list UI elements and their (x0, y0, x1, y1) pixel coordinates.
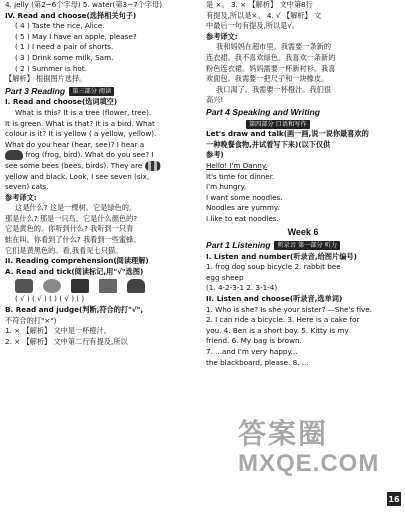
part-tag: 第四部分 口语和写作 (246, 120, 310, 129)
script-line: you. 4. Ben is a short boy. 5. Kitty is my (206, 325, 349, 335)
fruit-picture-icon (43, 279, 61, 293)
judge-line: 1. × 【解析】 文中是一杯橙汁。 (5, 326, 111, 336)
analysis-line: 【解析】 根据图片选择。 (5, 74, 87, 84)
passage-line: colour is it? It is yellow ( a yellow, yellow). (5, 129, 157, 139)
task-heading-cont: 参考) (206, 150, 224, 160)
script-line: 2. I can ride a bicycle. 3. Here is a cake for (206, 315, 360, 325)
option-line: ( 4 ) Taste the rice, Alice. (15, 21, 105, 31)
task-heading-cont: 一种晚餐食物,并试着写下来)(以下仅供 (206, 139, 331, 149)
script-line: 1. Who is she? Is she your sister? —She's five. (206, 304, 372, 314)
left-column (5, 0, 201, 347)
text-line: 4. jelly (第2~6个字母) 5. water(第3~7个字母) (5, 0, 163, 9)
right-column (206, 0, 400, 368)
section-heading: I. Read and choose(选词填空) (5, 97, 118, 107)
dialogue-line: It's time for dinner. (206, 171, 275, 181)
part1-header (206, 240, 400, 251)
passage-text: yellow and black. Look, I see seven (six, (5, 171, 150, 181)
passage-line-seven (5, 172, 201, 183)
watermark-url: MXQE.COM (238, 450, 380, 477)
part-tag: 听录音 第一部分 听力 (274, 241, 340, 250)
option-line: ( 3 ) Drink some milk, Sam. (15, 52, 114, 62)
part3-header (5, 86, 201, 97)
bag-picture-icon (127, 279, 145, 293)
picture-row (15, 279, 201, 293)
passage-line-bees (5, 161, 201, 172)
part-title: Part 3 Reading (5, 85, 66, 96)
bee-icon (145, 161, 161, 171)
tick-answers: ( √ ) ( √ ) ( ) ( √ ) ( ) (15, 294, 85, 304)
section-heading: I. Listen and number(听录音,给图片编号) (206, 251, 357, 261)
translation-line: 高兴! (206, 95, 224, 105)
passage-line: seven) cats. (5, 182, 49, 192)
script-line: friend. 6. My bag is brown. (206, 336, 302, 346)
ruler-picture-icon (99, 279, 117, 293)
option-line: ( 2 ) Summer is hot. (15, 63, 87, 73)
passage-line-frog (5, 150, 201, 161)
translation-line: 它是黄色的。你听到什么? 我听到一只青 (5, 224, 134, 234)
subsection-heading-cont: 不符合的打"×") (5, 315, 57, 325)
part-tag: 第三部分 阅读 (69, 87, 114, 96)
translation-line: 蛙在叫。你看到了什么? 我看到一些蜜蜂。 (5, 235, 141, 245)
answer-line: 中最后一句有提及,所以是√。 (206, 21, 300, 31)
grapes-picture-icon (71, 279, 89, 293)
option-line: ( 5 ) May I have an apple, please? (15, 31, 137, 41)
part4-header (206, 107, 400, 118)
subsection-heading: A. Read and tick(阅读标记,用"√"选图) (5, 266, 144, 276)
option-line: ( 1 ) I need a pair of shorts. (15, 42, 114, 52)
word-line: egg sheep (206, 272, 244, 282)
reference-label: 参考译文: (206, 31, 238, 41)
week-title: Week 6 (287, 227, 319, 238)
answer-line: 有提及,所以是×。 4. √ 【解析】 文 (206, 10, 322, 20)
dialogue-line: I like to eat noodles. (206, 213, 279, 223)
translation-line: 那是什么? 那是一只鸟。它是什么颜色的? (5, 213, 138, 223)
judge-line: 2. × 【解析】 文中第二行有提及,所以 (5, 336, 128, 346)
section-heading: II. Reading comprehension(阅读理解) (5, 256, 149, 266)
translation-line: 粉色连衣裙。妈妈需要一杯新衬衫。我喜 (206, 63, 336, 73)
passage-text: frog (frog, bird). What do you see? I (25, 150, 154, 160)
word-line: 1. frog dog soup bicycle 2. rabbit bee (206, 262, 341, 272)
translation-line: 它们是黄黑色的。看,我看见七只猫。 (5, 245, 123, 255)
part-title: Part 4 Speaking and Writing (206, 106, 320, 117)
reference-label: 参考译文: (5, 192, 37, 202)
translation-line: 这是什么? 这是一棵树。它是绿色的。 (15, 203, 137, 213)
frog-icon (5, 150, 23, 160)
page-number: 16 (387, 492, 401, 506)
translation-line: 连衣裙。我不喜欢绿色。我喜欢一条新的 (206, 52, 336, 62)
answer-line: (1. 4-2-3-1 2. 3-1-4) (206, 283, 278, 293)
passage-line: It is green. What is that? It is a bird. What (5, 118, 155, 128)
script-line: 7. ...and I'm very happy... (206, 347, 298, 356)
dialogue-line: Noodles are yummy. (206, 203, 280, 213)
dialogue-line: I want some noodles. (206, 192, 283, 202)
script-line: the blackboard, please. 8. ... (206, 357, 309, 367)
section-heading: IV. Read and choose(选择相关句子) (5, 10, 137, 20)
translation-line: 我口渴了。我需要一杯橙汁。我们很 (216, 84, 332, 94)
passage-text: see some bees (bees, birds). They are (5, 160, 143, 170)
passage-line: What is this? It is a tree (flower, tree). (15, 107, 152, 117)
translation-line: 我和妈妈在超市里。我需要一条新的 (216, 42, 332, 52)
dialogue-line: I'm hungry. (206, 182, 247, 192)
watermark-text: 答案圈 (238, 418, 329, 449)
food-picture-icon (15, 279, 33, 293)
part-title: Part 1 Listening (206, 240, 271, 251)
subsection-heading: B. Read and judge(判断,符合的打"√", (5, 305, 144, 315)
dialogue-line: Hello! I'm Danny. (206, 160, 268, 170)
part-tag-line (206, 119, 400, 130)
answer-line: 是 ×。 3. × 【解析】 文中第8行 (206, 0, 313, 9)
passage-line: What do you hear (hear, see)? I hear a (5, 139, 145, 149)
task-heading: Let's draw and talk(画一画,说一说你最喜欢的 (206, 129, 369, 139)
section-heading: II. Listen and choose(听录音,选单词) (206, 294, 343, 304)
watermark (238, 418, 388, 508)
translation-line: 欢面包。我需要一把尺子和一块橡皮。 (206, 74, 329, 84)
